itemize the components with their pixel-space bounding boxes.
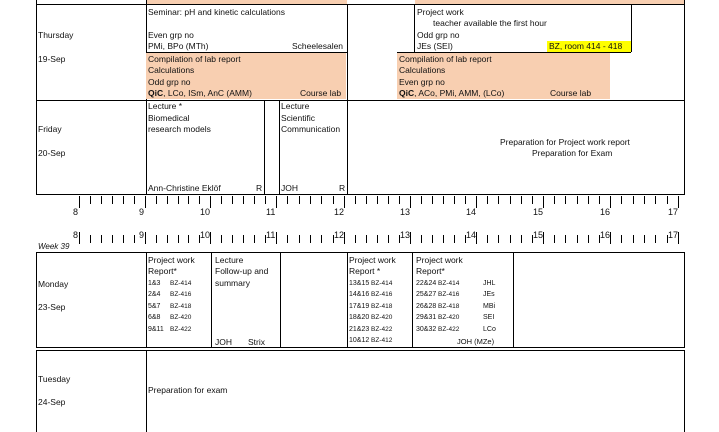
thursday-lab2-line2: Calculations: [399, 65, 446, 75]
hour-tick: [410, 232, 411, 244]
thursday-lab2-line4: [399, 88, 504, 99]
friday-day-label: Friday: [38, 124, 62, 134]
hour-tick: [210, 196, 211, 208]
friday-lecture2-line3: Communication: [281, 124, 341, 134]
group-pair: 25&27: [416, 291, 437, 299]
minute-tick: [388, 196, 389, 204]
minute-tick: [565, 196, 566, 204]
monday-lecture-right: [280, 252, 281, 348]
minute-tick: [521, 196, 522, 204]
thursday-project-room: BZ, room 414 - 418: [549, 41, 623, 51]
minute-tick: [621, 196, 622, 204]
room-code: BZ-418: [371, 302, 393, 310]
thursday-seminar-right: [347, 4, 348, 100]
hour-tick: [344, 232, 345, 244]
minute-tick: [432, 235, 433, 243]
minute-tick: [287, 235, 288, 243]
monday-pw3-line2: Report*: [416, 266, 445, 276]
minute-tick: [487, 235, 488, 243]
group-pair: 17&19: [349, 302, 370, 310]
teacher-code: MBi: [483, 302, 496, 310]
minute-tick: [90, 196, 91, 204]
hour-tick: [344, 196, 345, 208]
top-strip-line: [36, 4, 685, 5]
minute-tick: [310, 196, 311, 204]
hour-tick: [79, 232, 80, 244]
thursday-project-line2: teacher available the first hour: [433, 18, 547, 28]
monday-day-label: Monday: [38, 279, 69, 289]
minute-tick: [498, 235, 499, 243]
minute-tick: [443, 196, 444, 204]
room-code: BZ-414: [170, 280, 192, 287]
hour-label: 17: [668, 207, 679, 217]
minute-tick: [421, 196, 422, 204]
thursday-lab2-qic: QiC: [399, 88, 415, 98]
minute-tick: [299, 196, 300, 204]
tuesday-day-divider: [146, 350, 147, 432]
thursday-lab2-room: Course lab: [550, 88, 592, 98]
group-pair: 10&12: [349, 337, 370, 344]
group-pair: 9&11: [148, 325, 164, 333]
monday-pw3-footer: JOH (MZe): [457, 337, 495, 346]
monday-lecture-line2: Follow-up and: [215, 266, 269, 276]
hour-label: 11: [266, 207, 276, 217]
monday-lecture-teacher: JOH: [215, 337, 232, 347]
monday-date-label: 23-Sep: [38, 302, 66, 312]
hour-label: 16: [600, 230, 611, 240]
thursday-project-right: [631, 4, 632, 52]
minute-tick: [112, 235, 113, 243]
monday-pw1-right: [211, 252, 212, 348]
monday-lecture-line3: summary: [215, 278, 250, 288]
group-pair: 6&8: [148, 314, 161, 322]
thursday-seminar-line2: Even grp no: [148, 30, 194, 40]
minute-tick: [510, 235, 511, 243]
group-pair: 22&24: [416, 280, 437, 287]
hour-tick: [476, 232, 477, 244]
room-code: BZ-420: [438, 314, 460, 322]
minute-tick: [655, 235, 656, 243]
friday-lecture2-line1: Lecture: [281, 101, 310, 111]
minute-tick: [399, 196, 400, 204]
minute-tick: [188, 235, 189, 243]
hour-tick: [79, 196, 80, 208]
monday-lecture-room: Strix: [248, 337, 265, 347]
minute-tick: [487, 196, 488, 204]
hour-tick: [145, 232, 146, 244]
friday-lecture1-room: R: [256, 183, 263, 193]
friday-day-divider: [146, 100, 147, 195]
minute-tick: [310, 235, 311, 243]
friday-lecture1-line3: research models: [148, 124, 211, 134]
minute-tick: [554, 235, 555, 243]
tuesday-day-label: Tuesday: [38, 374, 71, 384]
room-code: BZ-418: [170, 302, 192, 310]
minute-tick: [588, 196, 589, 204]
thursday-lab1-line4: [148, 88, 252, 99]
thursday-right-border: [684, 0, 685, 100]
hour-tick: [145, 196, 146, 208]
minute-tick: [167, 235, 168, 243]
hour-label: 13: [400, 207, 411, 217]
tuesday-date-label: 24-Sep: [38, 397, 66, 407]
friday-lecture1-line1: Lecture *: [148, 101, 183, 111]
minute-tick: [454, 196, 455, 204]
teacher-code: LCo: [483, 325, 496, 333]
minute-tick: [243, 235, 244, 243]
minute-tick: [599, 196, 600, 204]
minute-tick: [232, 196, 233, 204]
minute-tick: [432, 196, 433, 204]
hour-tick: [210, 232, 211, 244]
monday-pw2-right: [412, 252, 413, 348]
minute-tick: [156, 235, 157, 243]
hour-tick: [476, 196, 477, 208]
hour-label: 14: [466, 207, 477, 217]
monday-pw2-left: [347, 252, 348, 348]
thursday-lab2-line1: Compilation of lab report: [399, 54, 492, 64]
teacher-code: JHL: [483, 280, 496, 287]
room-code: BZ-420: [170, 314, 192, 322]
minute-tick: [377, 235, 378, 243]
minute-tick: [221, 235, 222, 243]
group-pair: 5&7: [148, 302, 161, 310]
minute-tick: [465, 196, 466, 204]
group-pair: 13&15: [349, 280, 370, 287]
monday-pw1-line1: Project work: [148, 255, 195, 265]
monday-pw3-right: [513, 252, 514, 348]
monday-pw1-line2: Report*: [148, 266, 177, 276]
thursday-lab2-line3: Even grp no: [399, 77, 445, 87]
minute-tick: [633, 196, 634, 204]
group-pair: 30&32: [416, 325, 437, 333]
minute-tick: [123, 196, 124, 204]
monday-lecture-line1: Lecture: [215, 255, 244, 265]
hour-tick: [543, 232, 544, 244]
room-code: BZ-420: [371, 314, 393, 322]
hour-label: 12: [334, 207, 345, 217]
minute-tick: [644, 196, 645, 204]
friday-lecture1-teacher: Ann-Christine Eklöf: [148, 183, 221, 193]
friday-lecture2-line2: Scientific: [281, 113, 316, 123]
friday-prep-line1: Preparation for Project work report: [500, 137, 630, 147]
minute-tick: [510, 196, 511, 204]
hour-label: 9: [139, 230, 145, 240]
monday-bottom-line: [36, 347, 685, 348]
minute-tick: [588, 235, 589, 243]
hour-tick: [276, 196, 277, 208]
group-pair: 26&28: [416, 302, 437, 310]
thursday-seminar-line1: Seminar: pH and kinetic calculations: [148, 7, 286, 17]
group-pair: 2&4: [148, 291, 161, 299]
minute-tick: [134, 196, 135, 204]
minute-tick: [254, 196, 255, 204]
thursday-seminar-room: Scheelesalen: [292, 41, 344, 51]
room-code: BZ-416: [371, 291, 393, 299]
minute-tick: [644, 235, 645, 243]
group-pair: 21&23: [349, 325, 370, 333]
minute-tick: [377, 196, 378, 204]
hour-ruler-top: [0, 196, 719, 220]
minute-tick: [321, 196, 322, 204]
minute-tick: [134, 235, 135, 243]
tuesday-left-border: [36, 350, 37, 432]
room-code: BZ-422: [371, 325, 393, 333]
room-code: BZ-422: [438, 325, 460, 333]
minute-tick: [355, 196, 356, 204]
minute-tick: [101, 196, 102, 204]
friday-lecture2-left: [279, 100, 280, 195]
room-code: BZ-422: [170, 325, 192, 333]
group-pair: 14&16: [349, 291, 370, 299]
week-label: Week 39: [38, 242, 70, 251]
minute-tick: [178, 196, 179, 204]
minute-tick: [366, 196, 367, 204]
minute-tick: [577, 196, 578, 204]
minute-tick: [265, 196, 266, 204]
minute-tick: [188, 196, 189, 204]
thursday-bottom-line: [36, 100, 685, 101]
minute-tick: [243, 196, 244, 204]
group-pair: 1&3: [148, 280, 161, 287]
friday-date-label: 20-Sep: [38, 148, 66, 158]
minute-tick: [498, 196, 499, 204]
hour-label: 13: [400, 230, 411, 240]
hour-tick: [543, 196, 544, 208]
minute-tick: [655, 196, 656, 204]
friday-lecture2-right: [347, 100, 348, 195]
monday-pw2-line1: Project work: [349, 255, 396, 265]
thursday-left-border: [36, 0, 37, 100]
hour-tick: [276, 232, 277, 244]
minute-tick: [421, 235, 422, 243]
minute-tick: [178, 235, 179, 243]
minute-tick: [621, 235, 622, 243]
group-pair: 18&20: [349, 314, 370, 322]
hour-label: 12: [334, 230, 345, 240]
thursday-day-label: Thursday: [38, 30, 74, 40]
minute-tick: [554, 196, 555, 204]
friday-prep-line2: Preparation for Exam: [532, 148, 613, 158]
friday-left-border: [36, 100, 37, 195]
hour-label: 11: [266, 230, 276, 240]
hour-label: 15: [533, 230, 544, 240]
hour-tick: [678, 196, 679, 208]
minute-tick: [443, 235, 444, 243]
thursday-date-label: 19-Sep: [38, 54, 66, 64]
minute-tick: [221, 196, 222, 204]
monday-top-line: [36, 252, 685, 253]
minute-tick: [123, 235, 124, 243]
hour-ruler-bottom: [0, 226, 719, 250]
room-code: BZ-414: [371, 280, 393, 287]
minute-tick: [299, 235, 300, 243]
friday-lecture1-right: [264, 100, 265, 195]
monday-pw3-line1: Project work: [416, 255, 463, 265]
minute-tick: [521, 235, 522, 243]
minute-tick: [355, 235, 356, 243]
minute-tick: [532, 196, 533, 204]
teacher-code: JEs: [483, 291, 495, 299]
minute-tick: [388, 235, 389, 243]
minute-tick: [454, 235, 455, 243]
minute-tick: [577, 235, 578, 243]
minute-tick: [366, 235, 367, 243]
hour-label: 10: [200, 207, 211, 217]
tuesday-right-border: [684, 350, 685, 432]
hour-tick: [410, 196, 411, 208]
teacher-code: SEI: [483, 314, 495, 322]
room-code: BZ-416: [438, 291, 460, 299]
minute-tick: [633, 235, 634, 243]
thursday-lab1-line3: Odd grp no: [148, 77, 191, 87]
room-code: BZ-418: [438, 302, 460, 310]
minute-tick: [167, 196, 168, 204]
thursday-project-line4: JEs (SEI): [417, 41, 453, 51]
minute-tick: [333, 196, 334, 204]
thursday-lab1-qic: QiC: [148, 88, 164, 98]
friday-bottom-line: [36, 194, 685, 195]
minute-tick: [90, 235, 91, 243]
hour-label: 8: [73, 207, 79, 217]
hour-tick: [610, 196, 611, 208]
hour-label: 10: [200, 230, 211, 240]
hour-label: 16: [600, 207, 611, 217]
minute-tick: [199, 196, 200, 204]
thursday-lab1-line2: Calculations: [148, 65, 195, 75]
tuesday-text: Preparation for exam: [148, 385, 228, 395]
group-pair: 29&31: [416, 314, 437, 322]
minute-tick: [287, 196, 288, 204]
hour-tick: [678, 232, 679, 244]
monday-day-divider: [146, 252, 147, 348]
friday-lecture2-teacher: JOH: [281, 183, 298, 193]
hour-tick: [610, 232, 611, 244]
monday-pw2-line2: Report *: [349, 266, 381, 276]
room-code: BZ-416: [170, 291, 192, 299]
minute-tick: [321, 235, 322, 243]
minute-tick: [112, 196, 113, 204]
thursday-lab1-line1: Compilation of lab report: [148, 54, 241, 64]
room-code: BZ-412: [371, 337, 393, 344]
thursday-project-line1: Project work: [417, 7, 464, 17]
thursday-lab2-groups: , ACo, PMi, AMM, (LCo): [414, 88, 505, 98]
tuesday-top-line: [36, 350, 685, 351]
friday-lecture2-room: R: [339, 183, 346, 193]
hour-label: 17: [668, 230, 679, 240]
hour-label: 8: [73, 230, 79, 240]
thursday-project-line3: Odd grp no: [417, 30, 460, 40]
thursday-lab1-room: Course lab: [300, 88, 342, 98]
minute-tick: [254, 235, 255, 243]
hour-label: 14: [466, 230, 477, 240]
friday-right-border: [684, 100, 685, 195]
minute-tick: [101, 235, 102, 243]
minute-tick: [565, 235, 566, 243]
minute-tick: [156, 196, 157, 204]
thursday-seminar-line3: PMi, BPo (MTh): [148, 41, 209, 51]
thursday-lab1-groups: , LCo, ISm, AnC (AMM): [163, 88, 252, 98]
minute-tick: [667, 196, 668, 204]
minute-tick: [232, 235, 233, 243]
monday-left-border: [36, 252, 37, 348]
hour-label: 9: [139, 207, 145, 217]
friday-lecture1-line2: Biomedical: [148, 113, 190, 123]
thursday-project-left: [414, 4, 415, 52]
room-code: BZ-414: [438, 280, 460, 287]
monday-right-border: [684, 252, 685, 348]
hour-label: 15: [533, 207, 544, 217]
